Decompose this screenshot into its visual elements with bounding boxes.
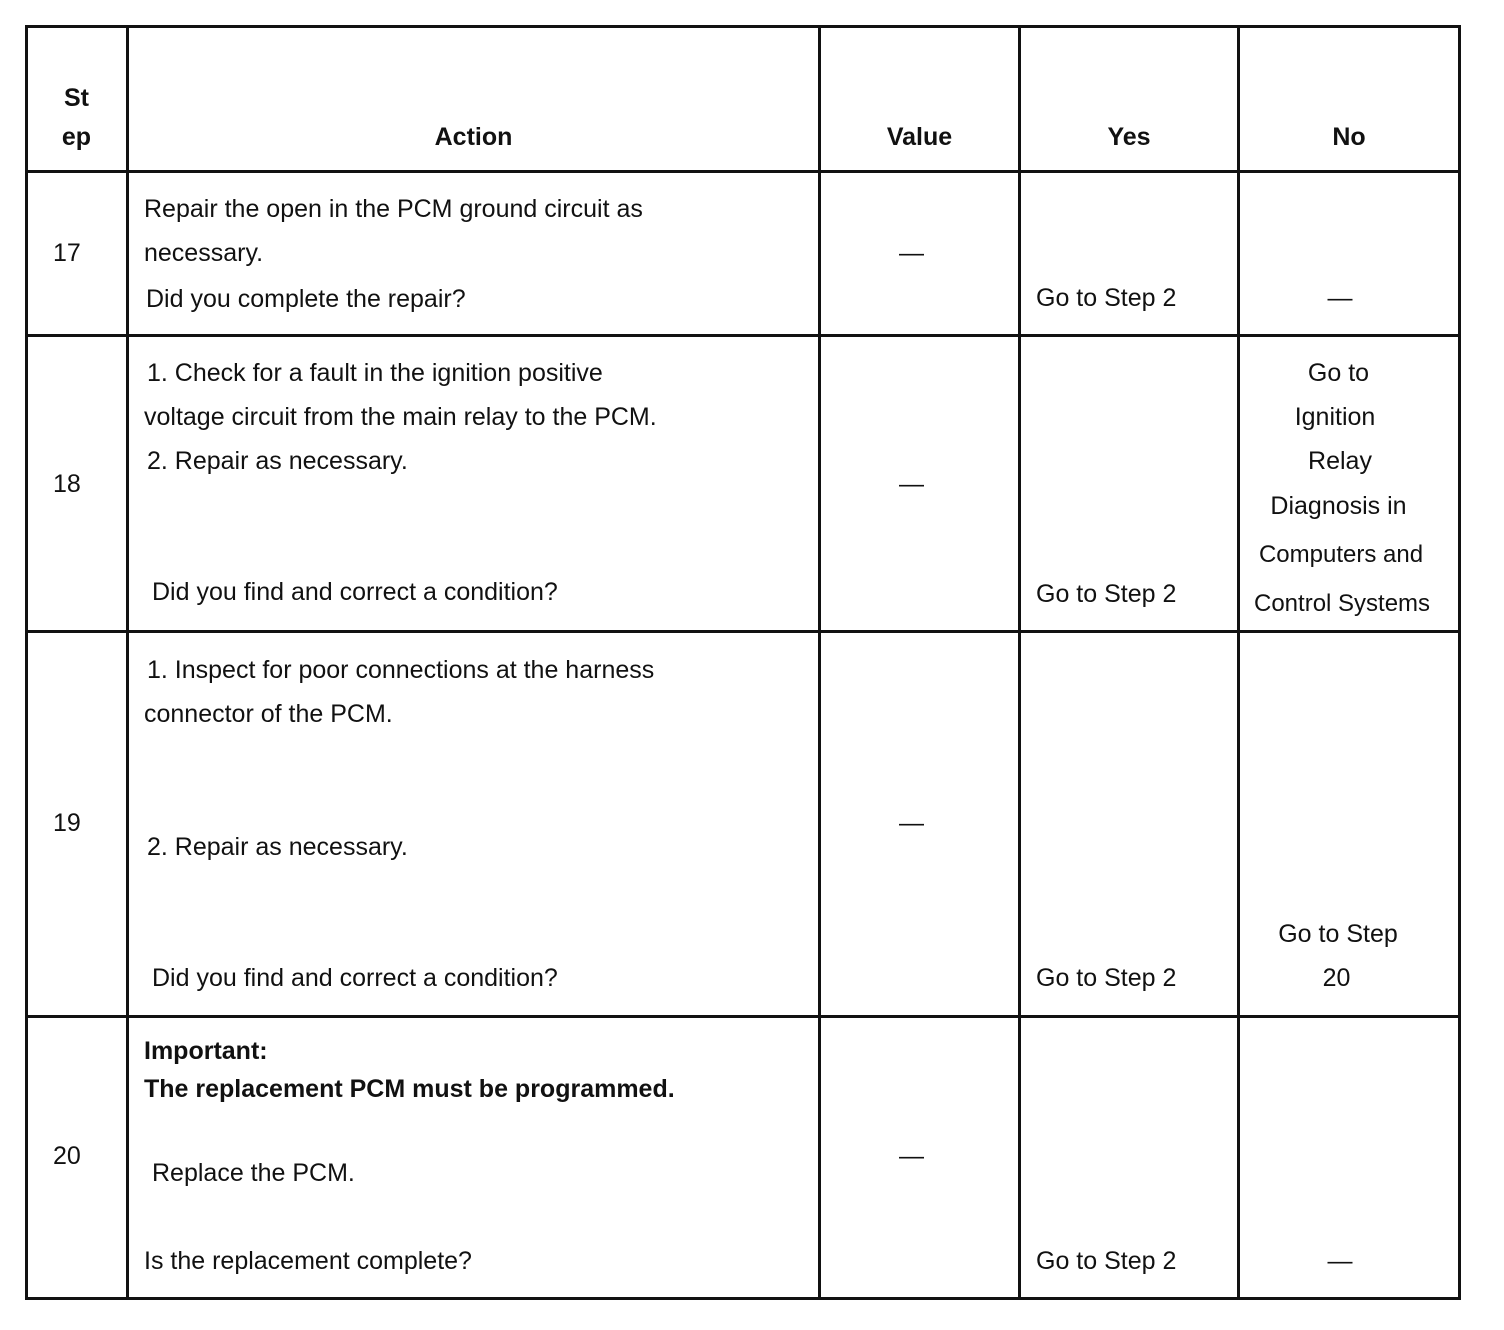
row-17-action-line-1: Repair the open in the PCM ground circuit as bbox=[144, 195, 643, 223]
row-17-value: — bbox=[899, 239, 924, 267]
header-divider bbox=[25, 170, 1461, 173]
row-17-yes: Go to Step 2 bbox=[1036, 284, 1177, 312]
column-divider bbox=[126, 25, 129, 1300]
row-17-question: Did you complete the repair? bbox=[146, 285, 466, 313]
table-border-left bbox=[25, 25, 28, 1300]
row-17-no: — bbox=[1327, 284, 1353, 312]
row-18-step: 18 bbox=[53, 470, 81, 498]
table-border-bottom bbox=[25, 1297, 1461, 1300]
row-20-question: Is the replacement complete? bbox=[144, 1247, 472, 1275]
row-20-no: — bbox=[1327, 1247, 1353, 1275]
row-19-yes: Go to Step 2 bbox=[1036, 964, 1177, 992]
header-step-line-1: St bbox=[64, 84, 89, 112]
row-18-no-line-3: Relay bbox=[1308, 447, 1372, 475]
row-20-step: 20 bbox=[53, 1142, 81, 1170]
row-19-action-line-1: 1. Inspect for poor connections at the harness bbox=[147, 656, 655, 684]
row-18-no-line-2: Ignition bbox=[1294, 403, 1376, 431]
row-20-yes: Go to Step 2 bbox=[1036, 1247, 1177, 1275]
row-17-step: 17 bbox=[53, 239, 81, 267]
row-20-important-note: The replacement PCM must be programmed. bbox=[144, 1075, 675, 1103]
row-18-yes: Go to Step 2 bbox=[1036, 580, 1177, 608]
row-19-no-line-2: 20 bbox=[1322, 964, 1351, 992]
row-18-action-line-2: voltage circuit from the main relay to the PCM. bbox=[144, 403, 657, 431]
row-18-action-line-3: 2. Repair as necessary. bbox=[147, 447, 408, 475]
row-19-action-line-2: connector of the PCM. bbox=[144, 700, 393, 728]
row-20-important-label: Important: bbox=[144, 1037, 268, 1065]
row-18-no-line-5: Computers and bbox=[1258, 541, 1424, 568]
row-17-action-line-2: necessary. bbox=[144, 239, 264, 267]
row-20-value: — bbox=[899, 1142, 924, 1170]
row-divider bbox=[25, 334, 1461, 337]
row-18-action-line-1: 1. Check for a fault in the ignition positive bbox=[147, 359, 603, 387]
row-19-action-line-3: 2. Repair as necessary. bbox=[147, 833, 408, 861]
row-18-question: Did you find and correct a condition? bbox=[152, 578, 558, 606]
row-18-no-line-4: Diagnosis in bbox=[1270, 492, 1407, 520]
row-19-question: Did you find and correct a condition? bbox=[152, 964, 558, 992]
row-18-value: — bbox=[899, 470, 924, 498]
row-19-step: 19 bbox=[53, 809, 81, 837]
header-action: Action bbox=[434, 123, 513, 151]
diagnostic-table bbox=[25, 25, 1461, 1300]
row-19-no-line-1: Go to Step bbox=[1278, 920, 1398, 948]
row-19-value: — bbox=[899, 809, 924, 837]
row-18-no-line-6: Control Systems bbox=[1254, 590, 1431, 617]
row-18-no-line-1: Go to bbox=[1307, 359, 1370, 387]
column-divider bbox=[818, 25, 821, 1300]
row-divider bbox=[25, 630, 1461, 633]
column-divider bbox=[1237, 25, 1240, 1300]
header-no: No bbox=[1332, 123, 1366, 151]
header-step-line-2: ep bbox=[61, 123, 92, 151]
table-border-right bbox=[1458, 25, 1461, 1300]
header-value: Value bbox=[886, 123, 953, 151]
header-yes: Yes bbox=[1107, 123, 1151, 151]
row-divider bbox=[25, 1015, 1461, 1018]
column-divider bbox=[1018, 25, 1021, 1300]
row-20-action-line-1: Replace the PCM. bbox=[152, 1159, 355, 1187]
table-border-top bbox=[25, 25, 1461, 28]
